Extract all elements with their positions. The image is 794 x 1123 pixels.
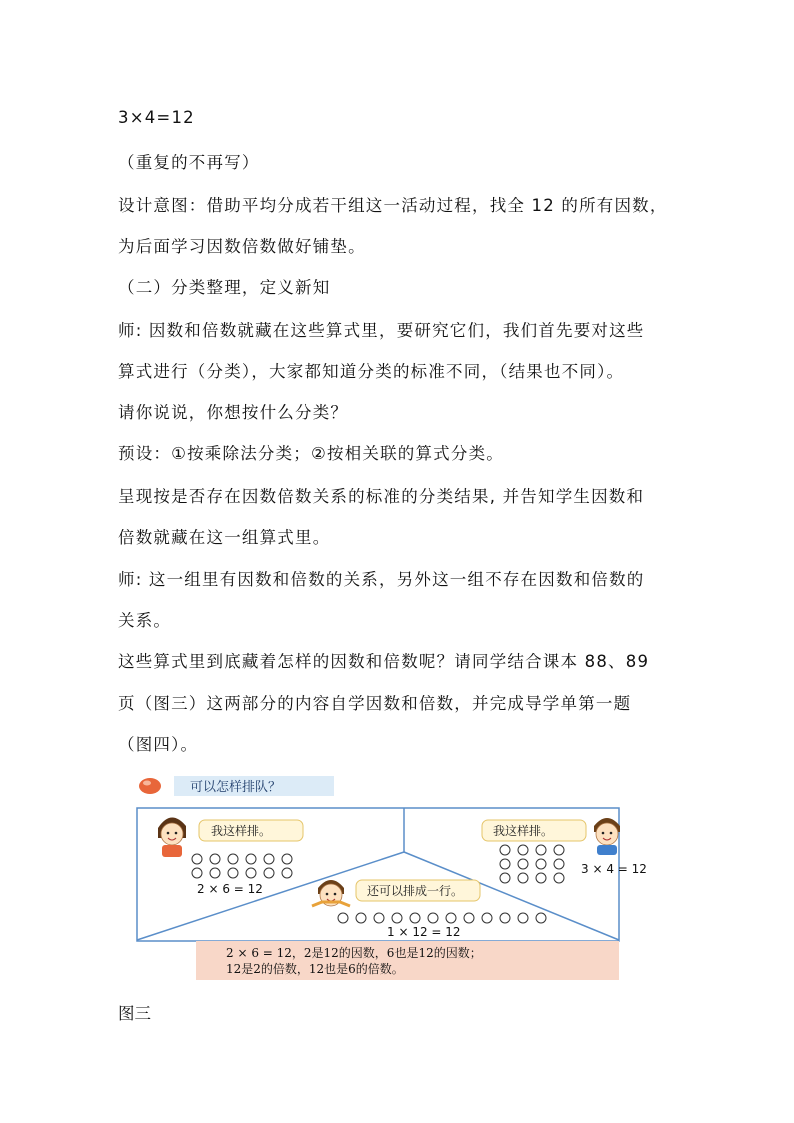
text-line-13: 关系。 (118, 611, 172, 630)
text-line-9: 预设：①按乘除法分类；②按相关联的算式分类。 (118, 444, 504, 463)
bubble-left-text: 我这样排。 (211, 824, 272, 838)
note-line-2: 12是2的倍数，12也是6的倍数。 (226, 962, 404, 976)
text-line-6: 师: 因数和倍数就藏在这些算式里，要研究它们，我们首先要对这些 (118, 321, 645, 340)
girl-illustration (158, 817, 186, 857)
circles-middle (338, 913, 546, 923)
section-heading: （二）分类整理，定义新知 (118, 278, 331, 297)
text-line-3: 设计意图：借助平均分成若干组这一活动过程，找全 12 的所有因数， (118, 196, 668, 215)
text-line-7: 算式进行（分类），大家都知道分类的标准不同，（结果也不同）。 (118, 362, 625, 381)
figure-caption: 图三 (118, 1004, 151, 1023)
circles-right (500, 845, 564, 883)
text-line-15: 页（图三）这两部分的内容自学因数和倍数，并完成导学单第一题 (118, 694, 632, 713)
text-line-11: 倍数就藏在这一组算式里。 (118, 528, 331, 547)
boy-illustration-middle (312, 880, 350, 906)
text-line-16: （图四）。 (118, 735, 199, 754)
bubble-middle-text: 还可以排成一行。 (367, 884, 464, 898)
boy-illustration-right (594, 818, 620, 855)
text-line-1: 3×4=12 (118, 108, 195, 127)
bubble-right-text: 我这样排。 (493, 824, 554, 838)
text-line-10: 呈现按是否存在因数倍数关系的标准的分类结果, 并告知学生因数和 (118, 487, 645, 506)
text-line-8: 请你说说，你想按什么分类？ (118, 403, 349, 422)
equation-right: 3 × 4 = 12 (581, 862, 647, 876)
equation-left: 2 × 6 = 12 (197, 882, 263, 896)
text-line-14: 这些算式里到底藏着怎样的因数和倍数呢？请同学结合课本 88、89 (118, 652, 650, 671)
circles-left (192, 854, 292, 878)
ball-icon (139, 778, 161, 794)
text-line-12: 师: 这一组里有因数和倍数的关系，另外这一组不存在因数和倍数的 (118, 570, 645, 589)
text-line-2: （重复的不再写） (118, 153, 260, 172)
banner-title: 可以怎样排队？ (190, 780, 282, 795)
equation-middle: 1 × 12 = 12 (387, 925, 461, 939)
text-line-4: 为后面学习因数倍数做好铺垫。 (118, 237, 366, 256)
note-line-1: 2 × 6 = 12，2是12的因数，6也是12的因数； (226, 946, 482, 960)
